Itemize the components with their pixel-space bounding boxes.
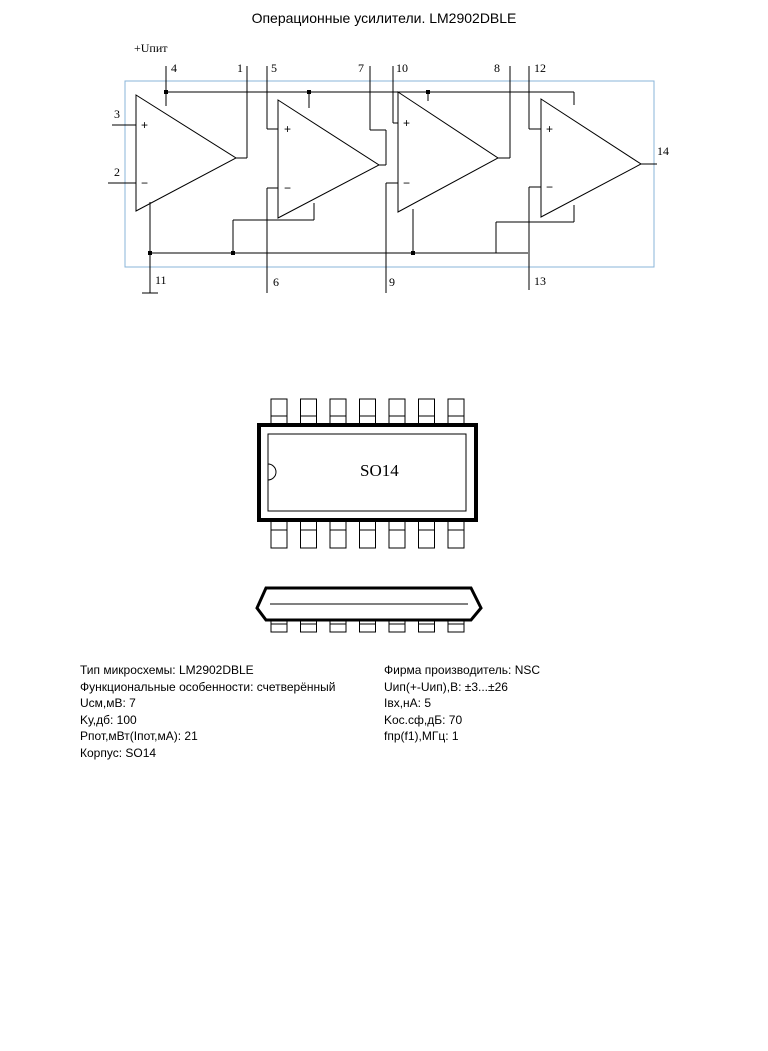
junction-dot — [307, 90, 311, 94]
pin-label-13: 13 — [534, 274, 546, 288]
junction-dot — [426, 90, 430, 94]
minus-sign-1: − — [141, 176, 149, 190]
package-pin-top — [271, 399, 287, 425]
minus-sign-4: − — [546, 180, 554, 194]
pin-label-4: 4 — [171, 61, 177, 75]
spec-line: Kу,дб: 100 — [80, 712, 137, 727]
op-amp-1 — [136, 95, 236, 211]
spec-line: Корпус: SO14 — [80, 745, 157, 760]
pin-label-3: 3 — [114, 107, 120, 121]
pin-label-6: 6 — [273, 275, 279, 289]
package-pin-bottom — [271, 520, 287, 548]
package-notch — [268, 464, 276, 480]
pin-label-11: 11 — [155, 273, 167, 287]
package-pin-top — [301, 399, 317, 425]
pin-label-14: 14 — [657, 144, 669, 158]
spec-line: Uсм,мВ: 7 — [80, 696, 136, 710]
junction-dot — [411, 251, 415, 255]
package-pin-bottom — [301, 520, 317, 548]
spec-line: Pпот,мВт(Iпот,мА): 21 — [80, 729, 198, 743]
plus-sign-4: + — [546, 122, 554, 136]
spec-line: Kос.сф,дБ: 70 — [384, 712, 463, 727]
package-pin-bottom — [360, 520, 376, 548]
spec-line: Тип микросхемы: LM2902DBLE — [80, 663, 254, 677]
junction-dot — [148, 251, 152, 255]
package-pin-top — [330, 399, 346, 425]
pin-label-10: 10 — [396, 61, 408, 75]
package-pin-bottom — [330, 520, 346, 548]
op-amp-2 — [278, 100, 379, 218]
package-pin-bottom — [448, 520, 464, 548]
minus-sign-2: − — [284, 181, 292, 195]
minus-sign-3: − — [403, 176, 411, 190]
op-amp-4 — [541, 99, 641, 217]
pin-label-1: 1 — [237, 61, 243, 75]
spec-line: Iвх,нА: 5 — [384, 696, 432, 710]
pin-label-5: 5 — [271, 61, 277, 75]
spec-line: Uип(+-Uип),В: ±3...±26 — [384, 679, 508, 694]
specs-left — [80, 662, 336, 761]
package-pin-top — [419, 399, 435, 425]
junction-dot — [164, 90, 168, 94]
package-pin-top — [389, 399, 405, 425]
pin-label-9: 9 — [389, 275, 395, 289]
junction-dot — [231, 251, 235, 255]
schematic-frame — [125, 81, 654, 267]
package-label: SO14 — [360, 461, 399, 480]
spec-line: Фирма производитель: NSC — [384, 663, 541, 677]
page-title: Операционные усилители. LM2902DBLE — [251, 10, 517, 26]
spec-line: fпр(f1),МГц: 1 — [384, 729, 459, 743]
package-side-view — [257, 588, 481, 632]
spec-line: Функциональные особенности: счетверённый — [80, 679, 336, 694]
plus-sign-3: + — [403, 116, 411, 130]
pin-label-12: 12 — [534, 61, 546, 75]
package-pin-bottom — [419, 520, 435, 548]
package-pin-bottom — [389, 520, 405, 548]
package-pin-top — [448, 399, 464, 425]
plus-sign-2: + — [284, 122, 292, 136]
plus-sign-1: + — [141, 118, 149, 132]
package-pin-top — [360, 399, 376, 425]
pin-label-2: 2 — [114, 165, 120, 179]
op-amp-3 — [398, 92, 498, 212]
pin-label-8: 8 — [494, 61, 500, 75]
supply-label: +Uпит — [134, 41, 168, 55]
pin-label-7: 7 — [358, 61, 364, 75]
specs-right — [384, 662, 540, 745]
